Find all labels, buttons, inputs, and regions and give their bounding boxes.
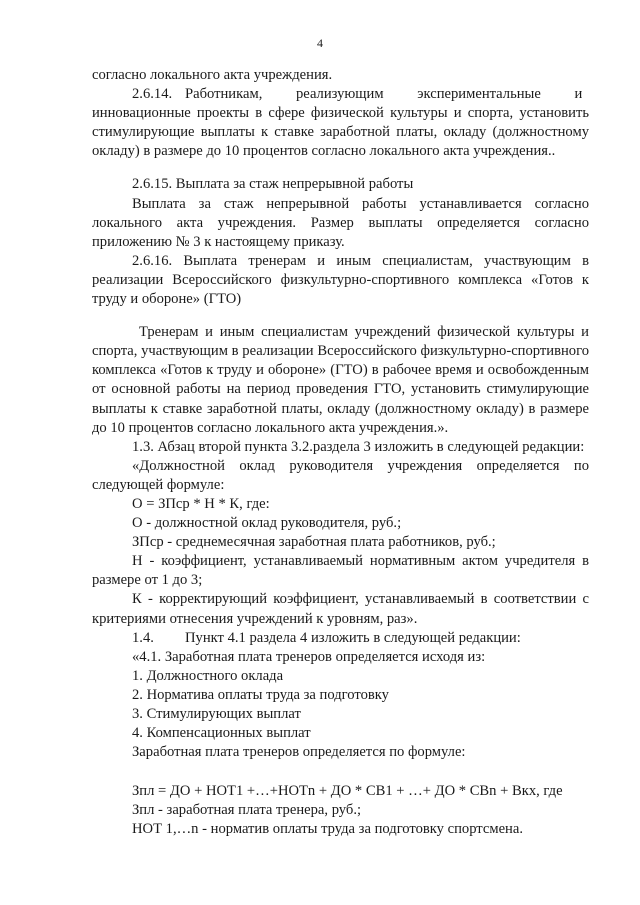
- paragraph-coach-formula-intro: Заработная плата тренеров определяется по формуле:: [132, 744, 466, 761]
- formula-def-o: О - должностной оклад руководителя, руб.;: [132, 515, 402, 532]
- formula-salary-head: О = ЗПср * Н * К, где:: [132, 495, 270, 512]
- document-body: [92, 66, 589, 840]
- heading-2-6-16: 2.6.16. Выплата тренерам и иным специалистам, участвующим в реализации Всероссийского физкультурно-спортивного комплекса «Готов к труду и обороне» (ГТО): [92, 252, 589, 308]
- paragraph-1-3: 1.3. Абзац второй пункта 3.2.раздела 3 изложить в следующей редакции:: [132, 438, 585, 455]
- clause-number: 1.4.: [132, 629, 154, 646]
- clause-text-first: Работникам, реализующим экспериментальные и: [185, 86, 583, 103]
- formula-def-zpl: Зпл - заработная плата тренера, руб.;: [132, 802, 362, 819]
- paragraph-continuation: согласно локального акта учреждения.: [92, 67, 333, 83]
- paragraph-1-4: [92, 629, 589, 648]
- formula-def-k: К - корректирующий коэффициент, устанавливаемый в соответствии с критериями отнесения учреждений к уровням, раз».: [92, 591, 589, 627]
- formula-coach-salary: Зпл = ДО + НОТ1 +…+НОТn + ДО * СВ1 + …+ ДО * СВn + Вкх, где: [132, 783, 563, 800]
- list-item: 1. Должностного оклада: [132, 667, 284, 684]
- paragraph-4-1: «4.1. Заработная плата тренеров определяется исходя из:: [132, 648, 486, 665]
- formula-def-n: Н - коэффициент, устанавливаемый нормативным актом учредителя в размере от 1 до 3;: [92, 553, 589, 589]
- list-item: 3. Стимулирующих выплат: [132, 706, 301, 722]
- paragraph-formula-intro: «Должностной оклад руководителя учреждения определяется по следующей формуле:: [92, 457, 589, 493]
- formula-def-not: НОТ 1,…n - норматив оплаты труда за подготовку спортсмена.: [132, 821, 523, 838]
- list-item: 4. Компенсационных выплат: [132, 725, 311, 742]
- paragraph-2-6-14: [92, 85, 589, 104]
- paragraph-seniority: Выплата за стаж непрерывной работы устанавливается согласно локального акта учреждения. Размер выплаты определяется согласно приложению № 3 к настоящему приказу.: [92, 195, 589, 250]
- clause-number: 2.6.14.: [132, 86, 173, 103]
- paragraph-gto: Тренерам и иным специалистам учреждений физической культуры и спорта, участвующим в реализации Всероссийского физкультурно-спортивного комплекса «Готов к труду и обороне» (ГТО) в рабочее время и освобожденным от основной работы на период проведения ГТО, установить стимулирующие выплаты к ставке заработной платы, окладу (должностному окладу) в размере до 10 процентов согласно локального акта учреждения.».: [92, 324, 589, 436]
- clause-text: Пункт 4.1 раздела 4 изложить в следующей редакции:: [185, 629, 521, 646]
- heading-2-6-15: 2.6.15. Выплата за стаж непрерывной работы: [132, 176, 414, 193]
- page-number: 4: [317, 36, 323, 50]
- formula-def-zpsr: ЗПср - среднемесячная заработная плата работников, руб.;: [132, 534, 496, 551]
- list-item: 2. Норматива оплаты труда за подготовку: [132, 686, 389, 703]
- clause-text-rest: инновационные проекты в сфере физической культуры и спорта, установить стимулирующие выплаты к ставке заработной платы, окладу (должностному окладу) в размере до 10 процентов согласно локального акта учреждения..: [92, 105, 589, 160]
